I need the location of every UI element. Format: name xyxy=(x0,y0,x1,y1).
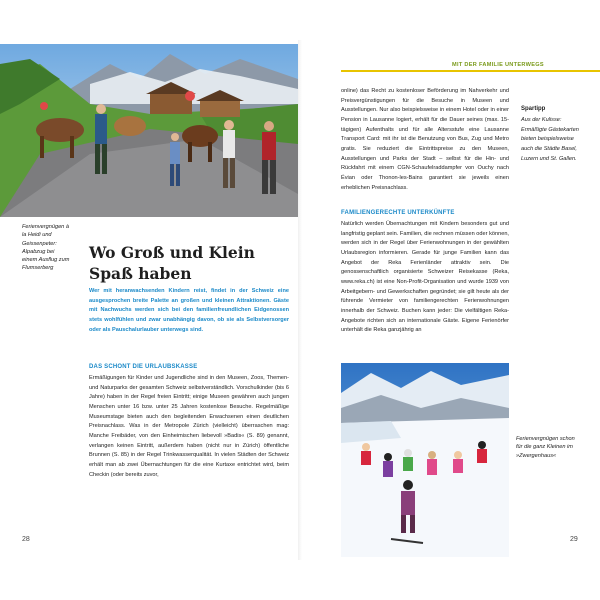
section-heading-urlaubskasse: DAS SCHONT DIE URLAUBSKASSE xyxy=(89,364,198,370)
body-text-right-bottom: Natürlich werden Übernachtungen mit Kindern besonders gut und langfristig geplant sein. Familien, die rechnen müssen oder können, werden sich in der Regel über Ferienwohnungen in der gewählten Urlaubsregion informieren. Gerade für junge Familien kann das Angebot der Reka Ferienländer attraktiv sein. Die genossenschaftlich organisierte Schweizer Reisekasse (Reka, www.reka.ch) ist eine Non-Profit-Organisation und wurde 1939 von Arbeitgebern- und Gewerkschaften gegründet; sie gilt heute als der führende Vermieter von familiengerechten Ferienwohnungen innerhalb der Schweiz. Buchen kann jeder: Die vielfältigen Reka-Angebote richten sich an internationale Gäste. Eigene Ferienörfer unterhält die Reka ganzjährig an xyxy=(341,221,509,334)
section-heading-unterkuenfte: FAMILIENGERECHTE UNTERKÜNFTE xyxy=(341,210,455,216)
running-head-rule xyxy=(341,70,600,72)
alpabzug-photo xyxy=(0,44,298,217)
body-text-right-top: online) das Recht zu kostenloser Beförderung im Nahverkehr und Preisvergünstigungen für die Besuche in Museen und Ausstellungen. Nur also beispielsweise in einem Hotel oder in einer Pension in Lausanne logiert, erhält für die Dauer seines (max. 15-tägigen) Aufenthalts und für alle Altersstufe eine Lausanne Transport Card: mit ihr ist die Benutzung von Bus, Zug und Metro gratis. Sie reduziert die Eintrittspreise zu den Museen, Ausstellungen und Parks der Stadt – selbst für die Hin- und Rückfahrt mit einem CGN-Schaufelraddampfer von Ouchy nach Évian oder Thonon-les-Bains garantiert sie jeweils einen erheblichen Preisnachlass. xyxy=(341,88,509,191)
tip-title: Spartipp xyxy=(521,106,546,112)
lead-paragraph: Wer mit heranwachsenden Kindern reist, findet in der Schweiz eine ausgesprochen breite Palette an großen und kleinen Attraktionen. Gäste mit Nachwuchs werden sich bei den familienfreundlichen Eidgenossen stets wohlfühlen und zwar unabhängig davon, ob sie als Selbstversorger oder als Pauschalurlauber unterwegs sind. xyxy=(89,288,289,333)
running-head: MIT DER FAMILIE UNTERWEGS xyxy=(452,62,544,68)
ski-children-photo xyxy=(341,363,509,557)
right-photo-caption: Ferienvergnügen schon für die ganz Kleinen im »Zwergenhaus« xyxy=(516,436,575,459)
body-text-left: Ermäßigungen für Kinder und Jugendliche sind in den Museen, Zoos, Themen- und Naturparks der gesamten Schweiz selbstverständlich. Vorschulkinder (bis 6 Jahre) haben in der Regel freien Eintritt; einige Museen gewähren auch jungen Menschen unter 16 bzw. unter 25 Jahren kostenlose Besuche. Regelmäßige Museumstage bieten auch den begleitenden Erwachsenen einen deutlichen Preisnachlass. Was in der Metropole Zürich (vielleicht) überraschen mag: Manche Freibäder, von den Einheimischen liebevoll »Badis« (S. 89) genannt, verlangen keinen Eintritt, außerdem haben (nicht nur in Zürich) öffentliche Brunnen (S. 85) in der Regel Trinkwasserqualität. In vielen Städten der Schweiz erhält man ab zwei Übernachtungen für die eine Kurtaxe entrichtet wird, beim Checkin (oder bereits zuvor, xyxy=(89,375,289,478)
page-number-right: 29 xyxy=(570,536,578,543)
left-photo-caption: Ferienvergnügen à la Heidi und Geissenpeter: Alpabzug bei einem Ausflug zum Flumserberg xyxy=(22,224,70,272)
page-title: Wo Groß und Klein Spaß haben xyxy=(89,243,255,283)
book-gutter xyxy=(298,40,302,560)
page-number-left: 28 xyxy=(22,536,30,543)
tip-text: Aus der Kulisse: Ermäßigte Gästekarten bieten beispielsweise auch die Städte Basel, Luzern und St. Gallen. xyxy=(521,117,579,162)
